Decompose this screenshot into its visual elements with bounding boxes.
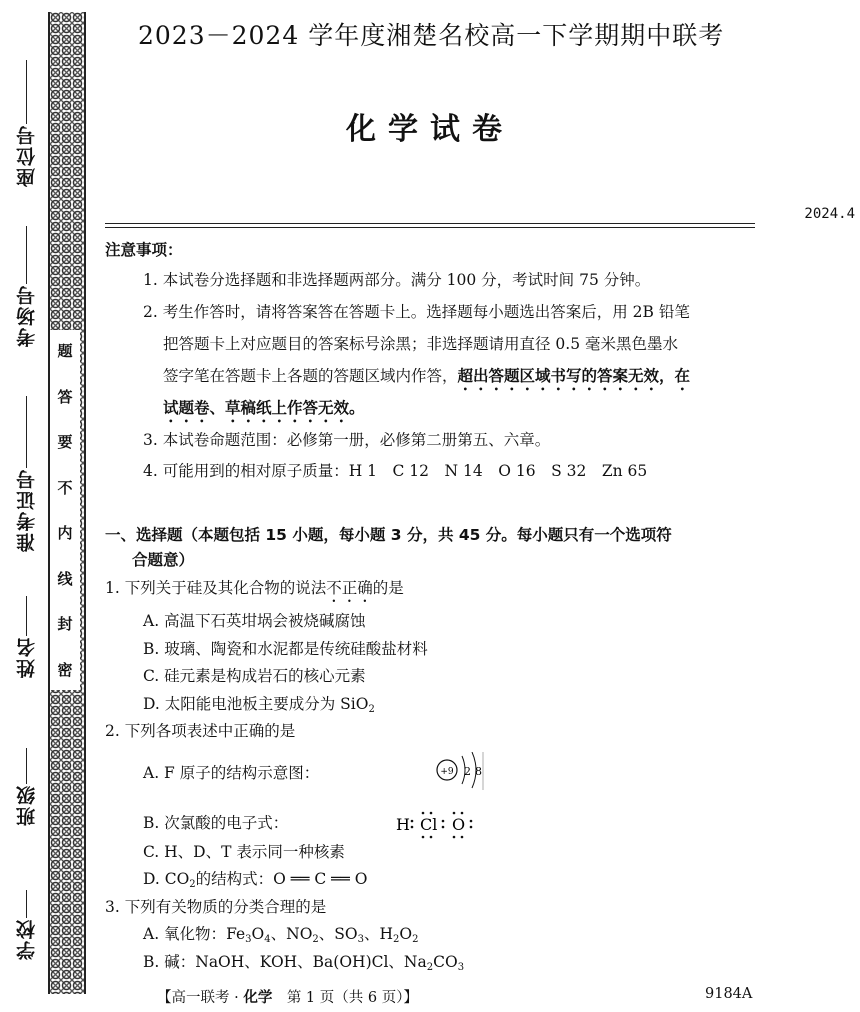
seat-number-field[interactable] [12,60,40,187]
exam-date: 2024.4 [804,206,855,222]
q1-option-b[interactable]: B. 玻璃、陶瓷和水泥都是传统硅酸盐材料 [143,640,428,658]
notice-heading: 注意事项： [105,241,183,259]
section-title-cont: 合题意） [132,551,195,569]
notice-item-3: 3. 本试卷命题范围：必修第一册，必修第二册第五、六章。 [143,431,551,449]
atom-structure-svg [435,752,495,792]
fluorine-atom-diagram [435,752,495,792]
notice-item-2: 2. 考生作答时，请将答案答在答题卡上。选择题每小题选出答案后，用 2B 铅笔 [143,303,690,321]
paper-code: 9184A [705,986,753,1002]
q2-option-d[interactable]: D. $CO_2$的结构式：O ══ C ══ O [143,870,368,890]
q3-option-a[interactable]: A. 氧化物：$Fe_3O_4$、$NO_2$、$SO_3$、$H_2O_2$ [143,925,419,945]
q1-option-c[interactable]: C. 硅元素是构成岩石的核心元素 [143,667,366,685]
shell-2-electrons: 8 [475,765,482,778]
lewis-h: H [396,815,410,834]
hypochlorous-lewis-structure [396,810,506,844]
seal-char: 题 [57,342,73,360]
notice-item-1: 1. 本试卷分选择题和非选择题两部分。满分 100 分，考试时间 75 分钟。 [143,271,651,289]
shell-1-electrons: 2 [464,765,471,778]
admission-number-field[interactable] [12,396,40,552]
page-footer: 【高一联考 · 化学 第 1 页（共 6 页）】 [157,990,418,1006]
binding-margin [0,0,100,1012]
notice-emphasis: 超出答题区域书写的答案无效，在 [457,367,691,385]
question-emphasis: 不正确 [326,579,373,597]
seal-char: 封 [57,615,73,634]
seal-char: 要 [57,433,73,452]
header-divider [105,227,755,228]
school-field[interactable] [12,890,40,960]
question-3-stem: 3. 下列有关物质的分类合理的是 [105,898,327,916]
q2-option-c[interactable]: C. H、D、T 表示同一种核素 [143,843,345,861]
q1-option-a[interactable]: A. 高温下石英坩埚会被烧碱腐蚀 [143,612,366,630]
notice-text: 签字笔在答题卡上各题的答题区域内作答， [163,367,458,385]
section-title: 一、选择题（本题包括 15 小题，每小题 3 分，共 45 分。每小题只有一个选项符 [105,526,672,544]
q2-option-a[interactable]: A. F 原子的结构示意图： [143,764,320,782]
class-label: 班级 [15,784,38,826]
lewis-structure-svg [396,810,506,840]
seat-number-label: 座位号 [15,124,38,187]
admission-number-label: 准考证号 [15,468,38,552]
seal-char: 内 [57,524,73,543]
seal-instruction [50,330,80,690]
lewis-o: O [452,815,466,834]
name-field[interactable] [12,596,40,678]
seal-char: 线 [57,569,73,588]
seal-char: 不 [57,478,73,497]
exam-room-label: 考场号 [15,284,38,347]
school-label: 学校 [15,918,38,960]
exam-room-field[interactable] [12,226,40,347]
q2-option-b[interactable]: B. 次氯酸的电子式： [143,814,289,832]
exam-title: 2023－2024 学年度湘楚名校高一下学期期中联考 [138,21,725,50]
subject-title: 化学试卷 [346,112,514,147]
notice-item-4: 4. 可能用到的相对原子质量：H 1 C 12 N 14 O 16 S 32 Zn 65 [143,462,648,480]
seal-char: 答 [57,387,73,406]
lewis-cl: Cl [420,815,438,834]
nucleus-charge: +9 [440,767,454,777]
class-field[interactable] [12,748,40,826]
notice-item-2-cont [163,364,690,394]
notice-emphasis: 试题卷、草稿纸上作答无效。 [163,399,365,417]
footer-subject: 化学 [243,990,273,1006]
question-1-stem: 1. 下列关于硅及其化合物的说法不正确的是 [105,579,404,597]
seal-char: 密 [57,660,73,679]
notice-item-2-cont: 把答题卡上对应题目的答案标号涂黑；非选择题请用直径 0.5 毫米黑色墨水 [163,335,679,353]
question-2-stem: 2. 下列各项表述中正确的是 [105,722,296,740]
header-divider [105,223,755,224]
q1-option-d[interactable]: D. 太阳能电池板主要成分为 SiO$_2$ [143,695,375,715]
q3-option-b[interactable]: B. 碱：NaOH、KOH、Ba(OH)Cl、$Na_2CO_3$ [143,953,465,973]
name-label: 姓名 [15,636,38,678]
